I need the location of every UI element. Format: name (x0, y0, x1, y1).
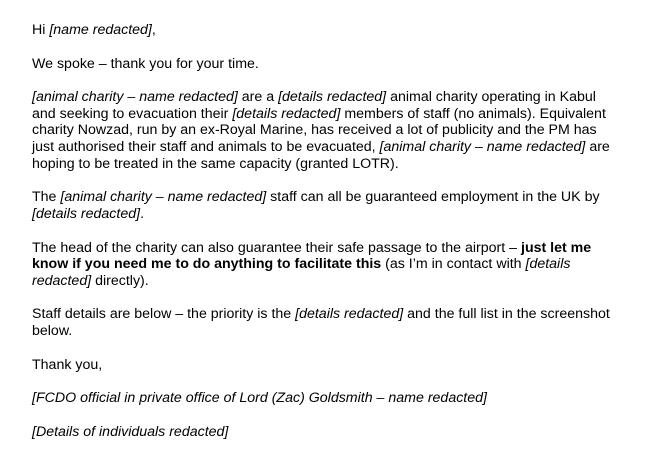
redacted-signature: [FCDO official in private office of Lord (Zac) Goldsmith – name redacted] (32, 390, 487, 407)
text-run: staff can all be guaranteed employment in the UK by (266, 189, 600, 206)
employment-paragraph (32, 189, 632, 222)
signature (32, 390, 632, 407)
text-line: below. (32, 323, 73, 340)
text-run: The (32, 189, 61, 206)
text-line (32, 273, 632, 290)
text-run: and the full list in the screenshot (403, 306, 610, 323)
text-line (32, 256, 632, 273)
text-line (32, 240, 632, 257)
text-run: just authorised their staff and animals to be evacuated, (32, 139, 380, 156)
text-line: hoping to be treated in the same capacity (granted LOTR). (32, 155, 399, 172)
sign-off: Thank you, (32, 356, 103, 373)
redacted-details: [details redacted] (232, 105, 341, 122)
text-run: are (585, 139, 610, 156)
text-line: charity Nowzad, run by an ex-Royal Marine, has received a lot of publicity and the PM has (32, 122, 597, 139)
text-line (32, 89, 632, 106)
text-run: The head of the charity can also guarantee their safe passage to the airport – (32, 239, 521, 256)
greeting (32, 22, 632, 39)
text-run: Staff details are below – the priority is the (32, 306, 296, 323)
text-line (32, 139, 632, 156)
text-run: and seeking to evacuation their (32, 105, 233, 122)
redacted-details: [details redacted] (295, 306, 404, 323)
redacted-details: [details redacted] (32, 206, 141, 223)
redacted-details: [details (525, 256, 571, 273)
email-body (32, 22, 632, 440)
redacted-charity-name: [animal charity – name redacted] (60, 189, 267, 206)
staff-paragraph (32, 306, 632, 339)
passage-paragraph (32, 240, 632, 290)
redacted-charity-name: [animal charity – name redacted] (379, 139, 586, 156)
greeting-suffix: , (151, 22, 156, 38)
text-run: directly). (91, 272, 149, 289)
text-line (32, 206, 632, 223)
text-run: are a (237, 89, 279, 105)
text-line (32, 189, 632, 206)
text-run: (as I’m in contact with (381, 256, 526, 273)
bold-request: know if you need me to do anything to facilitate this (32, 256, 382, 273)
charity-paragraph (32, 89, 632, 173)
redacted-charity-name: [animal charity – name redacted] (32, 89, 238, 105)
intro-paragraph: We spoke – thank you for your time. (32, 55, 259, 72)
text-line (32, 306, 632, 323)
text-line (32, 106, 632, 123)
greeting-prefix: Hi (32, 22, 50, 38)
redacted-details: redacted] (32, 272, 92, 289)
text-run: . (140, 206, 145, 223)
redacted-individuals: [Details of individuals redacted] (32, 423, 229, 440)
footer-note (32, 424, 632, 441)
redacted-details: [details redacted] (278, 89, 387, 105)
bold-request: just let me (521, 239, 592, 256)
text-run: animal charity operating in Kabul (386, 89, 596, 105)
redacted-name: [name redacted] (49, 22, 152, 38)
text-run: members of staff (no animals). Equivalent (340, 105, 606, 122)
